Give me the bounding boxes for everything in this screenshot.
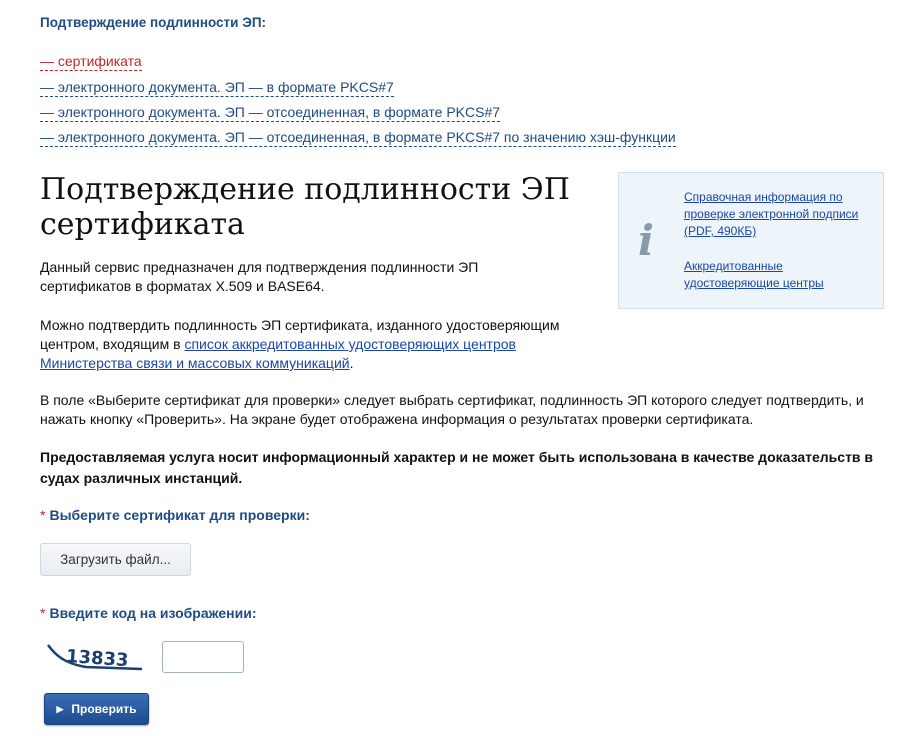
upload-file-button[interactable]: Загрузить файл... [40,543,191,576]
play-arrow-icon: ▶ [56,703,64,714]
info-icon: i [638,216,654,265]
required-mark: * [40,605,46,621]
nav-link-pkcs7-detached-hash[interactable]: — электронного документа. ЭП — отсоединенная, в формате PKCS#7 по значению хэш-функции [40,129,676,145]
nav-link-pkcs7[interactable]: — электронного документа. ЭП — в формате PKCS#7 [40,79,394,95]
certificate-field-label [40,507,310,523]
nav-link-pkcs7-detached[interactable]: — электронного документа. ЭП — отсоединенная, в формате PKCS#7 [40,104,501,120]
disclaimer-text: Предоставляемая услуга носит информационный характер и не может быть использована в качестве доказательств в судах различных инстанций. [40,449,874,486]
nav-link-certificate[interactable]: — сертификата [40,53,142,69]
reference-pdf-link[interactable]: Справочная информация по проверке электронной подписи (PDF, 490КБ) [684,190,859,238]
accredited-text-before: Можно подтвердить подлинность ЭП сертификата, изданного удостоверяющим центром, входящим в [40,317,560,352]
accredited-paragraph [40,316,580,373]
page-title: Подтверждение подлинности ЭП сертификата [40,172,570,242]
intro-text: Данный сервис предназначен для подтверждения подлинности ЭП сертификатов в форматах X.509 и BASE64. [40,259,479,294]
accredited-centers-link[interactable]: Аккредитованные удостоверяющие центры [684,259,824,290]
instructions-text: В поле «Выберите сертификат для проверки» следует выбрать сертификат, подлинность ЭП которого следует подтвердить, и нажать кнопку «Проверить». На экране будет отображена информация о результатах проверки сертификата. [40,392,864,427]
nav-heading: Подтверждение подлинности ЭП: [40,15,267,30]
captcha-field-label-text: Введите код на изображении: [49,605,257,621]
accredited-text-after: . [349,355,354,371]
captcha-field-label [40,605,257,621]
certificate-field-label-text: Выберите сертификат для проверки: [49,507,310,523]
captcha-image [46,637,146,673]
check-button-label: Проверить [71,702,137,716]
captcha-code: 13833 [65,645,130,672]
accredited-centers-list-link[interactable]: список аккредитованных удостоверяющих центров Министерства связи и массовых коммуникаций [40,336,516,371]
required-mark: * [40,507,46,523]
captcha-input[interactable] [162,641,244,673]
check-button[interactable] [44,693,149,725]
